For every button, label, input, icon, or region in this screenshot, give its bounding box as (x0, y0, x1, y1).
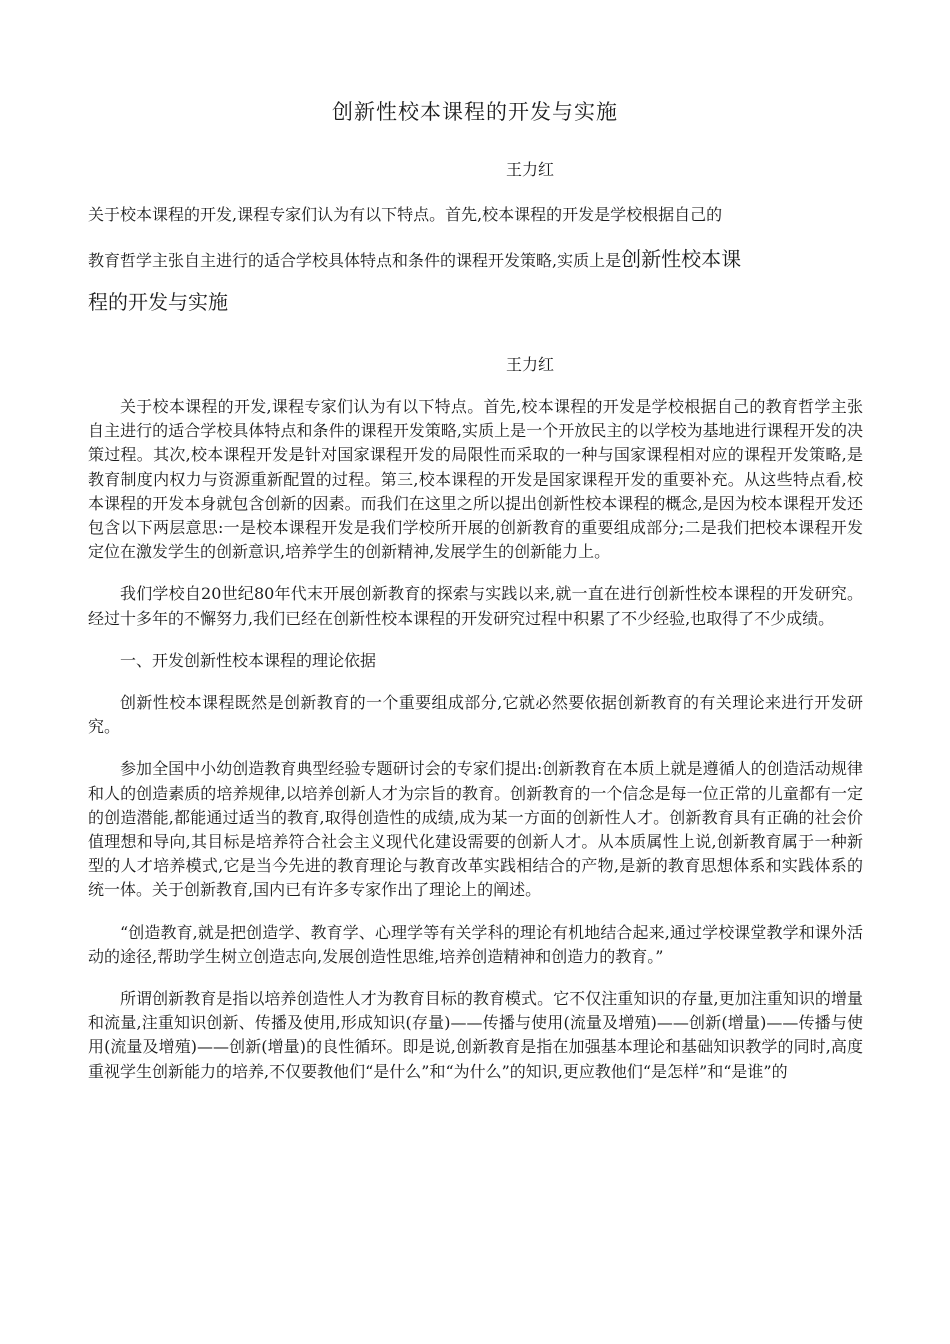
paragraph: 参加全国中小幼创造教育典型经验专题研讨会的专家们提出:创新教育在本质上就是遵循人的创造活动规律和人的创造素质的培养规律,以培养创新人才为宗旨的教育。创新教育的一个信念是每一位正常的儿童都有一定的创造潜能,都能通过适当的教育,取得创造性的成绩,成为某一方面的创新性人才。创新教育具有正确的社会价值理想和导向,其目标是培养符合社会主义现代化建设需要的创新人才。从本质属性上说,创新教育属于一种新型的人才培养模式,它是当今先进的教育理论与教育改革实践相结合的产物,是新的教育思想体系和实践体系的统一体。关于创新教育,国内已有许多专家作出了理论上的阐述。 (88, 759, 863, 900)
intro-heading-fragment: 创新性校本课 (621, 247, 742, 271)
paragraph: 我们学校自20世纪80年代末开展创新教育的探索与实践以来,就一直在进行创新性校本课程的开发研究。经过十多年的不懈努力,我们已经在创新性校本课程的开发研究过程中积累了不少经验,也取得了不少成绩。 (88, 584, 863, 628)
intro-line (88, 237, 868, 283)
author-name: 王力红 (506, 160, 555, 179)
intro-line: 关于校本课程的开发,课程专家们认为有以下特点。首先,校本课程的开发是学校根据自己的 (88, 205, 723, 224)
paragraph: 关于校本课程的开发,课程专家们认为有以下特点。首先,校本课程的开发是学校根据自己的教育哲学主张自主进行的适合学校具体特点和条件的课程开发策略,实质上是一个开放民主的以学校为基地进行课程开发的决策过程。其次,校本课程开发是针对国家课程开发的局限性而采取的一种与国家课程相对应的课程开发策略,是教育制度内权力与资源重新配置的过程。第三,校本课程的开发是国家课程开发的重要补充。从这些特点看,校本课程的开发本身就包含创新的因素。而我们在这里之所以提出创新性校本课程的概念,是因为校本课程开发还包含以下两层意思:一是校本课程开发是我们学校所开展的创新教育的重要组成部分;二是我们把校本课程开发定位在激发学生的创新意识,培养学生的创新精神,发展学生的创新能力上。 (88, 397, 863, 562)
document-title: 创新性校本课程的开发与实施 (332, 100, 618, 124)
body-text (88, 395, 863, 1102)
author-name: 王力红 (506, 355, 555, 374)
intro-text: 教育哲学主张自主进行的适合学校具体特点和条件的课程开发策略,实质上是 (88, 251, 622, 270)
quote-paragraph: “创造教育,就是把创造学、教育学、心理学等有关学科的理论有机地结合起来,通过学校课堂教学和课外活动的途径,帮助学生树立创造志向,发展创造性思维,培养创造精神和创造力的教育。” (88, 922, 863, 966)
paragraph: 所谓创新教育是指以培养创造性人才为教育目标的教育模式。它不仅注重知识的存量,更加注重知识的增量和流量,注重知识创新、传播及使用,形成知识(存量)——传播与使用(流量及增殖)——创新(增量)——传播与使用(流量及增殖)——创新(增量)的良性循环。即是说,创新教育是指在加强基本理论和基础知识教学的同时,高度重视学生创新能力的培养,不仅要教他们“是什么”和“为什么”的知识,更应教他们“是怎样”和“是谁”的 (88, 989, 863, 1081)
intro-heading-fragment: 程的开发与实施 (88, 290, 228, 314)
section-heading: 一、开发创新性校本课程的理论依据 (120, 650, 377, 670)
paragraph: 创新性校本课程既然是创新教育的一个重要组成部分,它就必然要依据创新教育的有关理论来进行开发研究。 (88, 693, 863, 737)
